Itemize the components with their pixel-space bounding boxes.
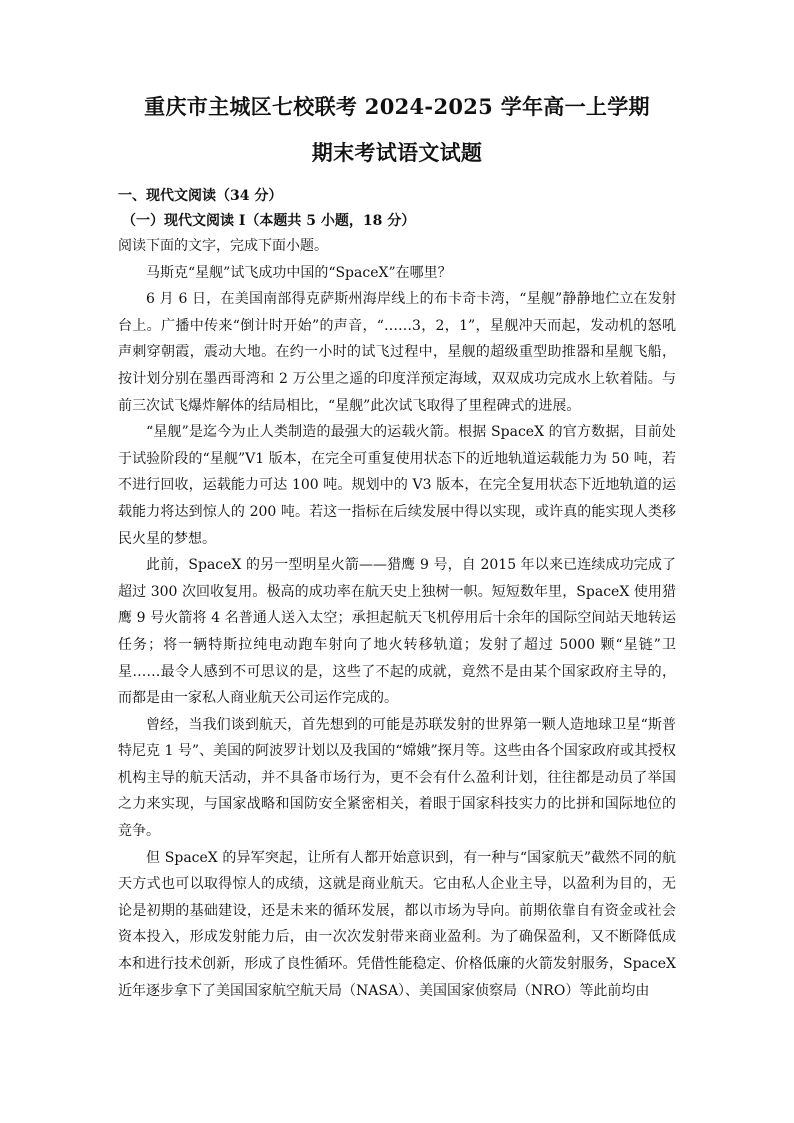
article-paragraph: 曾经，当我们谈到航天，首先想到的可能是苏联发射的世界第一颗人造地球卫星“斯普特尼克 1 号”、美国的阿波罗计划以及我国的“嫦娥”探月等。这些由各个国家政府或其授权机构主导的航天活动，并不具备市场行为，更不会有什么盈利计划，往往都是动员了举国之力来实现，与国家战略和国防安全紧密相关，着眼于国家科技实力的比拼和国际地位的竞争。 <box>118 716 676 840</box>
section-heading: 一、现代文阅读（34 分） <box>118 188 283 204</box>
article-paragraph: 6 月 6 日，在美国南部得克萨斯州海岸线上的布卡奇卡湾，“星舰”静静地伫立在发射台上。广播中传来“倒计时开始”的声音，“……3，2，1”，星舰冲天而起，发动机的怒吼声刺穿朝霞，震动大地。在约一小时的试飞过程中，星舰的超级重型助推器和星舰飞船，按计划分别在墨西哥湾和 2 万公里之遥的印度洋预定海域，双双成功完成水上软着陆。与前三次试飞爆炸解体的结局相比，“星舰”此次试飞取得了里程碑式的进展。 <box>118 291 676 414</box>
reading-instruction: 阅读下面的文字，完成下面小题。 <box>118 238 328 254</box>
exam-title-line2: 期末考试语文试题 <box>311 140 483 165</box>
article-paragraph: “星舰”是迄今为止人类制造的最强大的运载火箭。根据 SpaceX 的官方数据，目前处于试验阶段的“星舰”V1 版本，在完全可重复使用状态下的近地轨道运载能力为 50 吨，若不进行回收，运载能力可达 100 吨。规划中的 V3 版本，在完全复用状态下近地轨道的运载能力将达到惊人的 200 吨。若这一指标在后续发展中得以实现，或许真的能实现人类移民火星的梦想。 <box>118 424 676 547</box>
subsection-heading: （一）现代文阅读 I（本题共 5 小题，18 分） <box>122 213 416 229</box>
article-paragraph: 但 SpaceX 的异军突起，让所有人都开始意识到，有一种与“国家航天”截然不同的航天方式也可以取得惊人的成绩，这就是商业航天。它由私人企业主导，以盈利为目的，无论是初期的基础建设，还是未来的循环发展，都以市场为导向。前期依靠自有资金或社会资本投入，形成发射能力后，由一次次发射带来商业盈利。为了确保盈利，又不断降低成本和进行技术创新，形成了良性循环。凭借性能稳定、价格低廉的火箭发射服务，SpaceX 近年逐步拿下了美国国家航空航天局（NASA）、美国国家侦察局（NRO）等此前均由 <box>118 849 676 999</box>
exam-title-line1: 重庆市主城区七校联考 2024-2025 学年高一上学期 <box>144 94 650 119</box>
article-paragraph: 此前，SpaceX 的另一型明星火箭——猎鹰 9 号，自 2015 年以来已连续成功完成了超过 300 次回收复用。极高的成功率在航天史上独树一帜。短短数年里，SpaceX 使用猎鹰 9 号火箭将 4 名普通人送入太空；承担起航天飞机停用后十余年的国际空间站天地转运任务；将一辆特斯拉纯电动跑车射向了地火转移轨道；发射了超过 5000 颗“星链”卫星……最令人感到不可思议的是，这些了不起的成就，竟然不是由某个国家政府主导的，而都是由一家私人商业航天公司运作完成的。 <box>118 557 676 707</box>
article-title: 马斯克“星舰”试飞成功中国的“SpaceX”在哪里？ <box>146 264 452 281</box>
